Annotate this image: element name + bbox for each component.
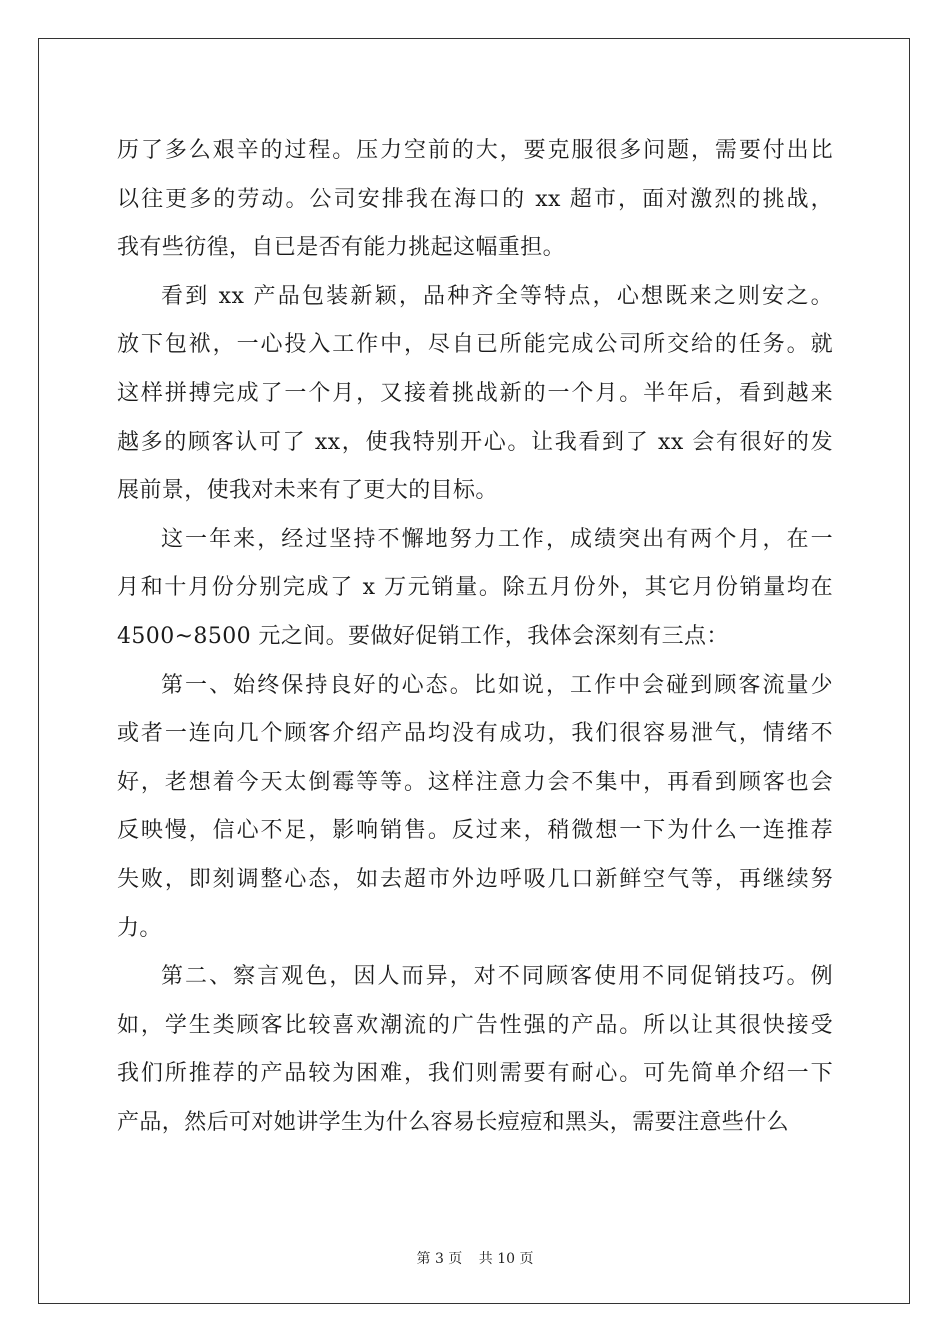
paragraph <box>117 662 833 954</box>
text-line: 或者一连向几个顾客介绍产品均没有成功，我们很容易泄气，情绪不 <box>117 721 833 747</box>
text-line: 第一、始终保持良好的心态。比如说，工作中会碰到顾客流量少 <box>161 672 833 698</box>
paragraph <box>117 127 833 273</box>
text-line: 历了多么艰辛的过程。压力空前的大，要克服很多问题，需要付出比 <box>117 138 833 163</box>
text-line: 4500~8500 元之间。要做好促销工作，我体会深刻有三点： <box>117 623 729 649</box>
page-footer <box>0 1248 950 1268</box>
page-number: 第 3 页 <box>416 1251 463 1267</box>
paragraph <box>117 273 833 516</box>
text-line: 月和十月份分别完成了 x 万元销量。除五月份外，其它月份销量均在 <box>117 575 833 601</box>
text-line: 失败，即刻调整心态，如去超市外边呼吸几口新鲜空气等，再继续努 <box>117 866 833 892</box>
text-line: 好，老想着今天太倒霉等等。这样注意力会不集中，再看到顾客也会 <box>117 769 833 795</box>
page-total: 共 10 页 <box>478 1251 534 1267</box>
text-line: 第二、察言观色，因人而异，对不同顾客使用不同促销技巧。例 <box>161 964 833 990</box>
text-line: 看到 xx 产品包装新颖，品种齐全等特点，心想既来之则安之。 <box>161 283 833 309</box>
paragraph <box>117 953 833 1147</box>
paragraph <box>117 516 833 662</box>
text-line: 我有些彷徨，自已是否有能力挑起这幅重担。 <box>117 235 566 261</box>
document-body <box>117 127 833 1147</box>
text-line: 越多的顾客认可了 xx，使我特别开心。让我看到了 xx 会有很好的发 <box>117 429 833 455</box>
text-line: 如，学生类顾客比较喜欢潮流的广告性强的产品。所以让其很快接受 <box>117 1012 833 1038</box>
text-line: 这样拼搏完成了一个月，又接着挑战新的一个月。半年后，看到越来 <box>117 380 833 406</box>
text-line: 以往更多的劳动。公司安排我在海口的 xx 超市，面对激烈的挑战， <box>117 186 833 212</box>
text-line: 放下包袱，一心投入工作中，尽自已所能完成公司所交给的任务。就 <box>117 332 833 358</box>
text-line: 我们所推荐的产品较为困难，我们则需要有耐心。可先简单介绍一下 <box>117 1061 833 1087</box>
text-line: 力。 <box>117 915 162 941</box>
text-line: 展前景，使我对未来有了更大的目标。 <box>117 478 498 504</box>
text-line: 这一年来，经过坚持不懈地努力工作，成绩突出有两个月，在一 <box>161 526 833 552</box>
text-line: 反映慢，信心不足，影响销售。反过来，稍微想一下为什么一连推荐 <box>117 818 833 844</box>
text-line: 产品，然后可对她讲学生为什么容易长痘痘和黑头，需要注意些什么 <box>117 1109 790 1135</box>
